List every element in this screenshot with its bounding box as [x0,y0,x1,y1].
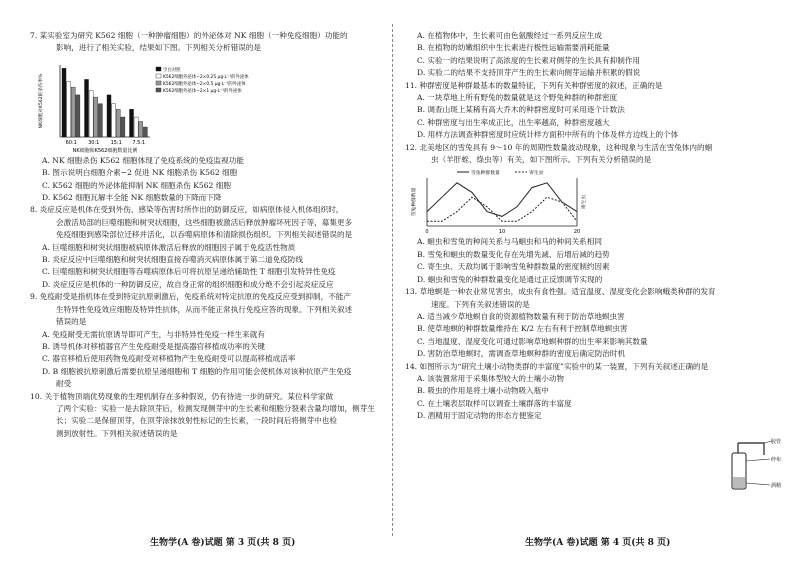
series-line [427,183,577,217]
q8-option-b: B. 炎症反应中巨噬细胞和树突状细胞直接吞噬消灭病原体属于第二道免疫防线 [42,255,303,265]
legend-swatch [156,67,161,71]
q12-option-b: B. 雪兔和蛔虫的数量变化存在先增先减、后增后减的趋势 [417,249,610,259]
y-axis-label: NK细胞对K562的杀伤率% [39,73,44,129]
q13-option-d: D. 害防治草地螟时，需调查草地螟种群的密度后确定防治时机 [417,349,626,359]
q7-option-a: A. NK 细胞杀伤 K562 细胞体现了免疫系统的免疫监视功能 [42,155,244,165]
apparatus-line-3 [746,483,770,485]
legend-swatch [156,81,161,85]
legend-entry: K562细胞外泌体−2×1 μg·L⁻¹的外泌体 [163,88,242,94]
bar [85,79,89,137]
q9-stem-line2: 生特异性免疫效应细胞及特异性抗体，从而不能正常执行免疫应答的现象。下列相关叙述 [56,304,353,314]
q7-option-c: C. K562 细胞的外泌体能抑制 NK 细胞杀伤 K562 细胞 [42,180,231,190]
bar [112,104,116,137]
bar [134,117,138,137]
series-line [427,198,577,222]
q8-option-d: D. 炎症反应是机体的一种防御反应，故自身正常的组织细胞和成分绝不会引起炎症反应 [42,279,334,289]
q13-option-c: C. 当地温度、湿度变化可通过影响草地螟种群的出生率来影响其数量 [417,336,648,346]
q14-stem: 14. 如图所示为“研究土壤小动物类群的丰富度”实验中的某一装置，下列有关叙述正确的是 [405,361,709,371]
q11-stem: 11. 种群密度是种群最基本的数量特征，下列有关种群密度的叙述，正确的是 [405,80,663,90]
q7-bar-chart [30,55,270,155]
q9-stem-line1: 9. 免疫耐受是指机体在受到特定抗原刺激后，免疫系统对特定抗原的免疫反应受到抑制，不能产 [30,292,351,302]
q10-option-c: C. 实验一的结果说明了高浓度的生长素对侧芽的生长具有抑制作用 [417,55,640,65]
q9-option-d-cont: 耐受 [56,379,72,389]
q8-stem-line2: 会激活局部的巨噬细胞和树突状细胞，这些细胞被激活后释放肿瘤坏死因子等，募集更多 [56,217,353,227]
bar [98,104,102,137]
q7-stem-line2: 影响，进行了相关实验，结果如下图。下列相关分析错误的是 [56,43,262,53]
q14-option-d: D. 酒精用于固定动物的形态方便鉴定 [417,411,542,421]
bar [94,97,98,137]
left-column [30,30,405,440]
legend-entry: 空白对照 [163,67,181,73]
q7-option-d: D. K562 细胞瓦解丰全能 NK 细胞数量的下降而下降 [42,193,222,203]
bar [116,109,120,137]
q11-option-b: B. 调查山斑上某稀有高大乔木的种群密度时可采用逐个计数法 [417,105,625,115]
q12-option-a: A. 蛔虫和雪兔的种间关系与马蛔虫和马的种间关系相同 [417,237,602,247]
q12-option-c: C. 寄生虫、天敌均属于影响雪兔种群数量的密度制约因素 [417,262,610,272]
q12-stem-line1: 12. 北美地区的雪兔具有 9～10 年的周期性数量波动现象，这种现象与生活在雪兔体内的蛔 [405,142,713,152]
bar [130,109,134,137]
column-divider [392,24,393,536]
bar [121,117,125,137]
q9-option-c: C. 器官移植后使用药物免疫耐受对移植物产生免疫耐受可以提高移植成活率 [42,354,296,364]
q14-apparatus-figure [724,435,784,495]
q13-option-b: B. 使草地螟的种群数量维持在 K/2 左右有利于控制草地螟虫害 [417,324,628,334]
right-column [405,30,780,423]
q14-option-a: A. 该装置常用于采集体型较大的土壤小动物 [417,373,564,383]
x-tick-label: 20 [573,229,581,236]
q8-stem-line1: 8. 炎症反应是机体在受到外伤、感染等伤害时所作出的防御反应，如病原体侵入机体组织时， [30,205,344,215]
q12-figure [405,166,780,236]
bar [89,90,93,137]
q11-option-c: C. 种群密度与出生率成正比，出生率越高，种群密度越大 [417,117,610,127]
q8-option-a: A. 巨噬细胞和树突状细胞被病原体激活后释放的细胞因子属于免疫活性物质 [42,242,296,252]
bar [139,121,143,137]
q9-stem-line3: 错误的是 [56,317,87,327]
q7-figure [30,55,405,155]
label-tube: 胶管 [771,439,782,445]
bar [76,95,80,137]
q12-option-d: D. 蛔虫和雪兔的种群数量变化是通过正反馈调节实现的 [417,274,603,284]
bar [143,127,147,137]
footer-left: 生物学(A 卷)试题 第 3 页(共 8 页) [150,538,296,548]
legend-entry: K562细胞外泌体−2×0.25 μg·L⁻¹的外泌体 [163,74,249,80]
q8-stem-line3: 免疫细胞到感染部位迁移并活化，以吞噬病原体和清除损伤组织。下列相关叙述错误的是 [56,230,353,240]
q7-option-b: B. 图示说明白细胞介素−2 促进 NK 细胞杀伤 K562 细胞 [42,168,238,178]
q13-stem-line1: 13. 草地螟是一种农业常见害虫，成虫有食性强。适宜温度、湿度变化会影响蛾类种群的发育 [405,287,716,297]
apparatus-alcohol [733,477,745,488]
x-tick-label: 60:1 [65,139,77,146]
q10-stem-line3: 长；实验二是保留顶芽，在顶芽涂抹放射性标记的生长素，一段时间后将侧芽中也检 [56,416,337,426]
legend-swatch [156,74,161,78]
label-alcohol: 酒精 [771,483,782,489]
legend-parasite: 寄生虫 [529,171,544,177]
x-tick-label: 0 [425,229,429,236]
q9-option-b: B. 诱导机体对移植器官产生免疫耐受是提高器官移植成功率的关键 [42,341,266,351]
q10-stem-line1: 10. 关于植物顶端优势现象的生理机制存在多种假说，仍有待进一步的研究。某位科学家做 [30,391,334,401]
q10-stem-line4: 测到放射性。下列相关叙述错误的是 [56,428,178,438]
y-axis-label-left: 雪兔种群数量 [412,188,417,217]
q10-option-d: D. 实验二的结果不支持顶芽产生的生长素向侧芽运输并积累的假说 [417,68,641,78]
x-tick-label: 30:1 [88,139,100,146]
q7-stem-line1: 7. 某实验室为研究 K562 细胞（一种肿瘤细胞）的外泌体对 NK 细胞（一种免疫细胞）功能的 [30,31,348,40]
footer-right: 生物学(A 卷)试题 第 4 页(共 8 页) [525,538,671,548]
q10-option-a: A. 在植物体中，生长素可由色氨酸经过一系列反应生成 [417,31,602,40]
x-axis-label: NK细胞和K562细胞数量比例 [72,147,138,154]
q13-stem-line2: 速度。下列有关叙述错误的是 [431,299,530,309]
legend-hare: 雪兔种群数量 [471,171,500,177]
q12-stem-line2: 虫（羊肝蛭、绦虫等）有关，如下图所示。下列有关分析错误的是 [431,155,652,165]
q11-option-a: A. 一块草地上所有野兔的数量就是这个野兔种群的种群密度 [417,93,618,103]
label-gauze: 纱布 [771,457,782,463]
bar [107,95,111,137]
bar [62,68,66,137]
bar [67,81,71,136]
x-tick-label: 15:1 [110,139,122,146]
legend-entry: K562细胞外泌体−2×0.5 μg·L⁻¹的外泌体 [163,81,246,87]
q8-option-c: C. 巨噬细胞和树突状细胞等吞噬病原体后可将抗原呈递给辅助性 T 细胞引发特异性免疫 [42,267,336,277]
q10-option-b: B. 在植物的幼嫩组织中生长素进行极性运输需要消耗能量 [417,43,610,53]
q9-option-a: A. 免疫耐受无需抗原诱导即可产生，与非特异性免疫一样生来就有 [42,329,265,339]
q14-option-c: C. 在土壤表层取样可以调查土壤群落的丰富度 [417,398,572,408]
x-tick-label: 10 [498,229,506,236]
q12-line-chart [405,166,625,236]
q10-stem-line2: 了两个实验：实验一是去除顶芽后，检测发现侧芽中的生长素和细胞分裂素含量均增加，侧芽生 [56,403,375,413]
q11-option-d: D. 用样方法调查种群密度时应统计样方面积中所有的个体及样方边线上的个体 [417,130,679,140]
legend-swatch [156,88,161,92]
x-tick-label: 7.5:1 [132,139,146,146]
bar [71,87,75,137]
q9-option-d: D. B 细胞被抗原刺激后需要抗原呈递细胞和 T 细胞的作用可能会使机体对该种抗原产生免疫 [42,366,352,376]
q13-option-a: A. 适当减少草地螟自食的资源植物数量有利于防治草地螟虫害 [417,311,625,321]
q14-option-b: B. 吸虫的作用是将土壤小动物吸入瓶中 [417,386,549,396]
apparatus-line-2 [746,459,770,461]
y-axis-label-right: 寄生虫 [582,195,587,210]
